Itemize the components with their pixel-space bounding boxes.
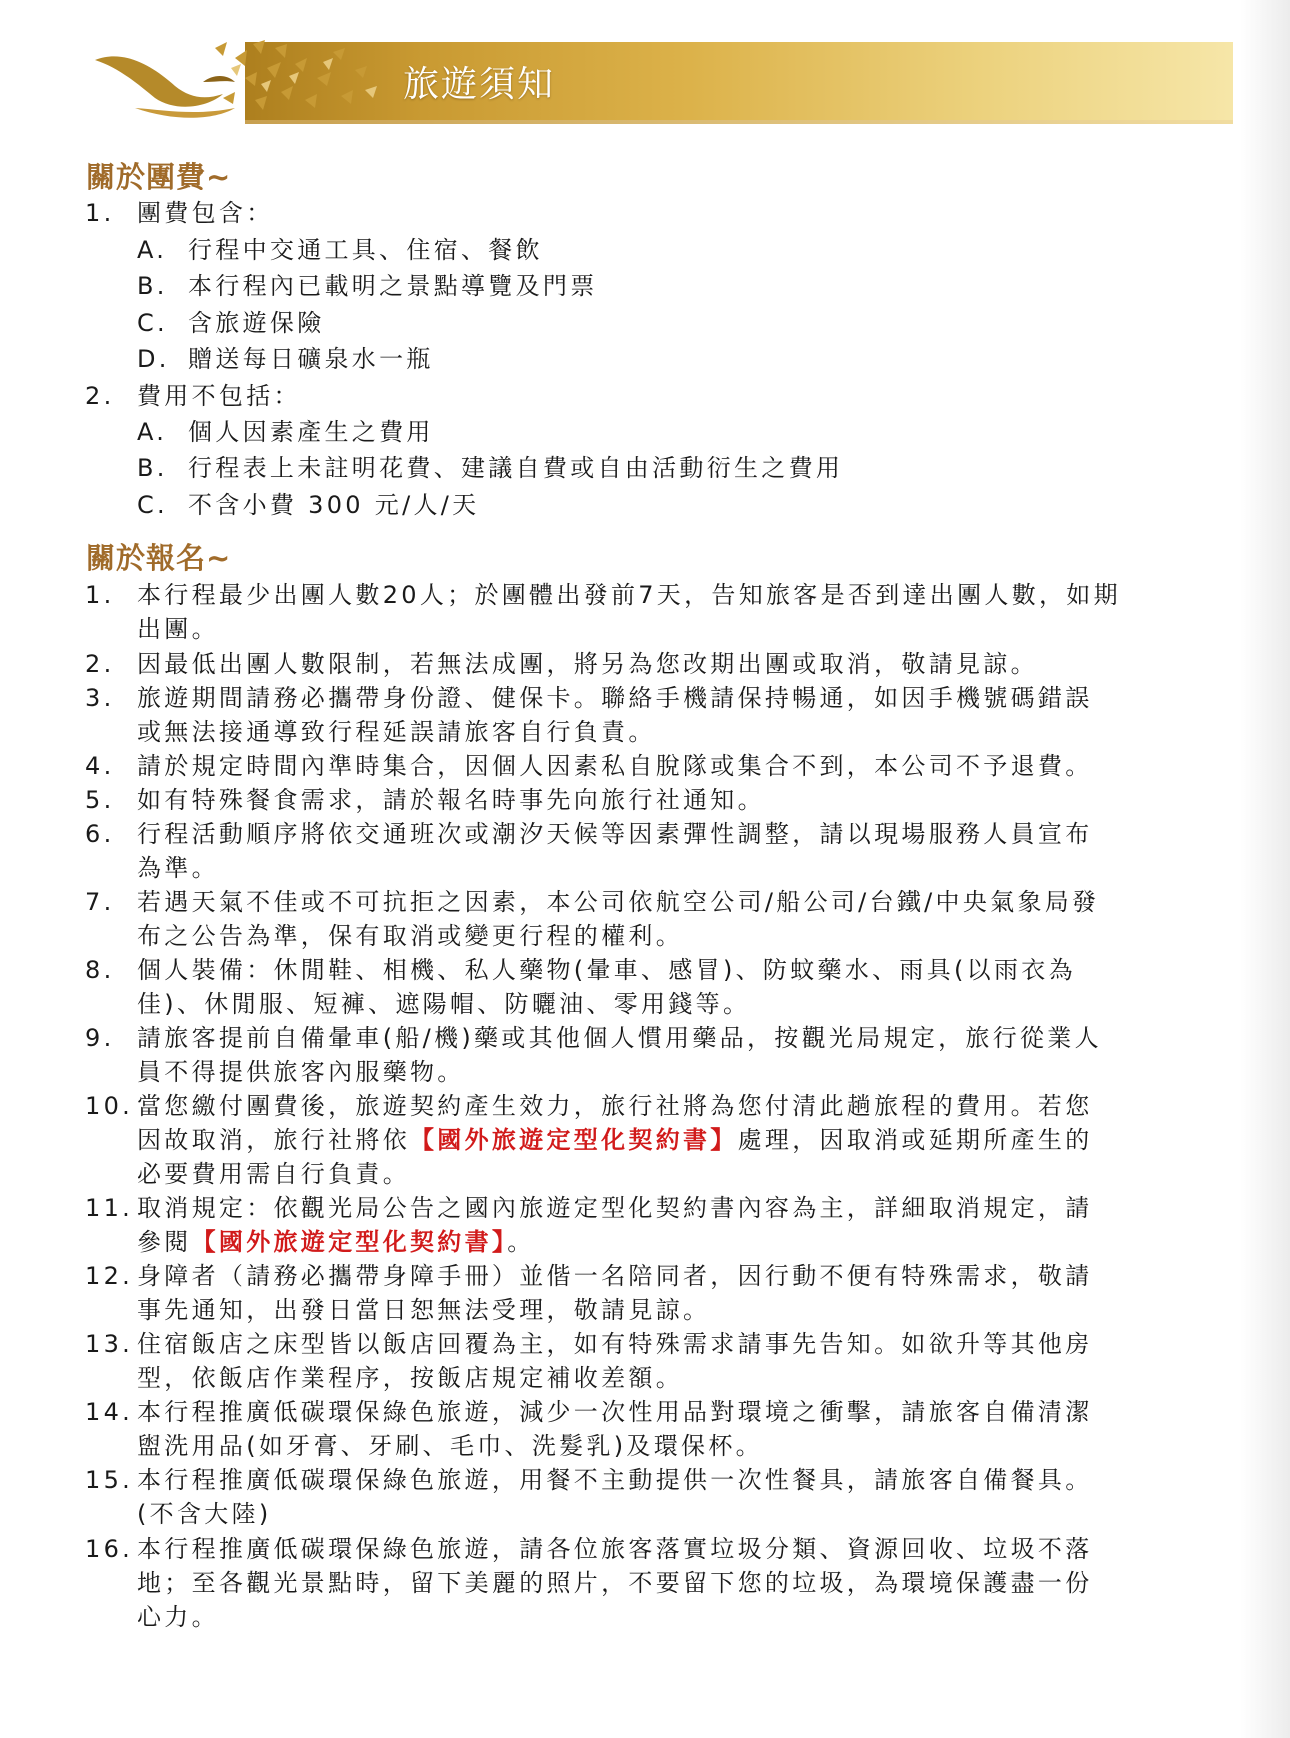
reg-item-line: 取消規定：依觀光局公告之國內旅遊定型化契約書內容為主，詳細取消規定，請 bbox=[137, 1194, 1093, 1222]
fee-sub-letter: A. bbox=[137, 418, 168, 446]
reg-item-number: 12. bbox=[85, 1262, 134, 1290]
reg-item-number: 16. bbox=[85, 1535, 134, 1563]
reg-item-line: 布之公告為準，保有取消或變更行程的權利。 bbox=[137, 922, 683, 950]
reg-item-line: 或無法接通導致行程延誤請旅客自行負責。 bbox=[137, 718, 656, 746]
crane-logo-icon bbox=[95, 38, 455, 122]
page-edge-shadow bbox=[1240, 0, 1290, 1738]
reg-item-number: 1. bbox=[85, 581, 115, 609]
section-heading-registration: 關於報名~ bbox=[86, 541, 232, 575]
reg-item-line: 住宿飯店之床型皆以飯店回覆為主，如有特殊需求請事先告知。如欲升等其他房 bbox=[137, 1330, 1093, 1358]
reg-item-line: 必要費用需自行負責。 bbox=[137, 1160, 410, 1188]
reg-item-line: 型，依飯店作業程序，按飯店規定補收差額。 bbox=[137, 1364, 683, 1392]
reg-item-line: 地；至各觀光景點時，留下美麗的照片，不要留下您的垃圾，為環境保護盡一份 bbox=[137, 1569, 1093, 1597]
reg-item-number: 2. bbox=[85, 650, 115, 678]
reg-item-number: 10. bbox=[85, 1092, 134, 1120]
fee-sub-letter: B. bbox=[137, 272, 168, 300]
reg-item-number: 3. bbox=[85, 684, 115, 712]
fee-sub-text: 行程表上未註明花費、建議自費或自由活動衍生之費用 bbox=[188, 454, 844, 482]
reg-item-number: 11. bbox=[85, 1194, 134, 1222]
reg-item-number: 8. bbox=[85, 956, 115, 984]
reg-item-text: 參閱 bbox=[137, 1228, 192, 1256]
reg-item-line: 若遇天氣不佳或不可抗拒之因素，本公司依航空公司/船公司/台鐵/中央氣象局發 bbox=[137, 888, 1100, 916]
reg-item-line-with-link bbox=[137, 1123, 1093, 1157]
fee-sub-letter: B. bbox=[137, 454, 168, 482]
reg-item-line: 因最低出團人數限制，若無法成團，將另為您改期出團或取消，敬請見諒。 bbox=[137, 650, 1038, 678]
reg-item-line: 本行程推廣低碳環保綠色旅遊，減少一次性用品對環境之衝擊，請旅客自備清潔 bbox=[137, 1398, 1093, 1426]
fee-sub-letter: C. bbox=[137, 491, 168, 519]
reg-item-line: 事先通知，出發日當日恕無法受理，敬請見諒。 bbox=[137, 1296, 711, 1324]
fee-sub-text: 含旅遊保險 bbox=[188, 309, 325, 337]
reg-item-text: 處理，因取消或延期所產生的 bbox=[737, 1126, 1093, 1154]
reg-item-line: 請於規定時間內準時集合，因個人因素私自脫隊或集合不到，本公司不予退費。 bbox=[137, 752, 1093, 780]
reg-item-number: 15. bbox=[85, 1466, 134, 1494]
reg-item-line: 員不得提供旅客內服藥物。 bbox=[137, 1058, 465, 1086]
fee-sub-text: 贈送每日礦泉水一瓶 bbox=[188, 345, 434, 373]
reg-item-line-with-link bbox=[137, 1225, 535, 1259]
reg-item-line: 請旅客提前自備暈車(船/機)藥或其他個人慣用藥品，按觀光局規定，旅行從業人 bbox=[137, 1024, 1102, 1052]
reg-item-line: 身障者（請務必攜帶身障手冊）並偕一名陪同者，因行動不便有特殊需求，敬請 bbox=[137, 1262, 1093, 1290]
reg-item-line: (不含大陸) bbox=[137, 1500, 272, 1528]
reg-item-line: 心力。 bbox=[137, 1603, 219, 1631]
reg-item-text: 。 bbox=[507, 1228, 535, 1256]
reg-item-number: 5. bbox=[85, 786, 115, 814]
reg-item-number: 9. bbox=[85, 1024, 115, 1052]
reg-item-line: 本行程最少出團人數20人；於團體出發前7天，告知旅客是否到達出團人數，如期 bbox=[137, 581, 1121, 609]
reg-item-line: 當您繳付團費後，旅遊契約產生效力，旅行社將為您付清此趟旅程的費用。若您 bbox=[137, 1092, 1093, 1120]
reg-item-line: 旅遊期間請務必攜帶身份證、健保卡。聯絡手機請保持暢通，如因手機號碼錯誤 bbox=[137, 684, 1093, 712]
reg-item-line: 盥洗用品(如牙膏、牙刷、毛巾、洗髮乳)及環保杯。 bbox=[137, 1432, 763, 1460]
reg-item-line: 如有特殊餐食需求，請於報名時事先向旅行社通知。 bbox=[137, 786, 765, 814]
fee-sub-letter: A. bbox=[137, 236, 168, 264]
reg-item-number: 6. bbox=[85, 820, 115, 848]
reg-item-line: 佳)、休閒服、短褲、遮陽帽、防曬油、零用錢等。 bbox=[137, 990, 751, 1018]
fee-item-number: 2. bbox=[85, 382, 115, 410]
header-banner bbox=[95, 38, 1233, 122]
fee-item-label: 費用不包括： bbox=[137, 382, 301, 410]
reg-item-line: 個人裝備：休閒鞋、相機、私人藥物(暈車、感冒)、防蚊藥水、雨具(以雨衣為 bbox=[137, 956, 1076, 984]
fee-sub-letter: D. bbox=[137, 345, 170, 373]
fee-sub-letter: C. bbox=[137, 309, 168, 337]
fee-sub-text: 本行程內已載明之景點導覽及門票 bbox=[188, 272, 598, 300]
fee-item-label: 團費包含： bbox=[137, 199, 274, 227]
reg-item-line: 本行程推廣低碳環保綠色旅遊，請各位旅客落實垃圾分類、資源回收、垃圾不落 bbox=[137, 1535, 1093, 1563]
section-heading-fees: 關於團費~ bbox=[86, 160, 232, 194]
reg-item-number: 4. bbox=[85, 752, 115, 780]
fee-sub-text: 行程中交通工具、住宿、餐飲 bbox=[188, 236, 543, 264]
contract-reference-link[interactable]: 【國外旅遊定型化契約書】 bbox=[410, 1126, 738, 1154]
reg-item-line: 為準。 bbox=[137, 854, 219, 882]
reg-item-line: 出團。 bbox=[137, 615, 219, 643]
reg-item-number: 14. bbox=[85, 1398, 134, 1426]
fee-sub-text: 不含小費 300 元/人/天 bbox=[188, 491, 480, 519]
reg-item-text: 因故取消，旅行社將依 bbox=[137, 1126, 410, 1154]
fee-item-number: 1. bbox=[85, 199, 115, 227]
banner-title: 旅遊須知 bbox=[403, 64, 556, 105]
contract-reference-link[interactable]: 【國外旅遊定型化契約書】 bbox=[191, 1228, 508, 1256]
reg-item-line: 行程活動順序將依交通班次或潮汐天候等因素彈性調整，請以現場服務人員宣布 bbox=[137, 820, 1093, 848]
reg-item-number: 13. bbox=[85, 1330, 134, 1358]
reg-item-number: 7. bbox=[85, 888, 115, 916]
fee-sub-text: 個人因素產生之費用 bbox=[188, 418, 434, 446]
reg-item-line: 本行程推廣低碳環保綠色旅遊，用餐不主動提供一次性餐具，請旅客自備餐具。 bbox=[137, 1466, 1093, 1494]
